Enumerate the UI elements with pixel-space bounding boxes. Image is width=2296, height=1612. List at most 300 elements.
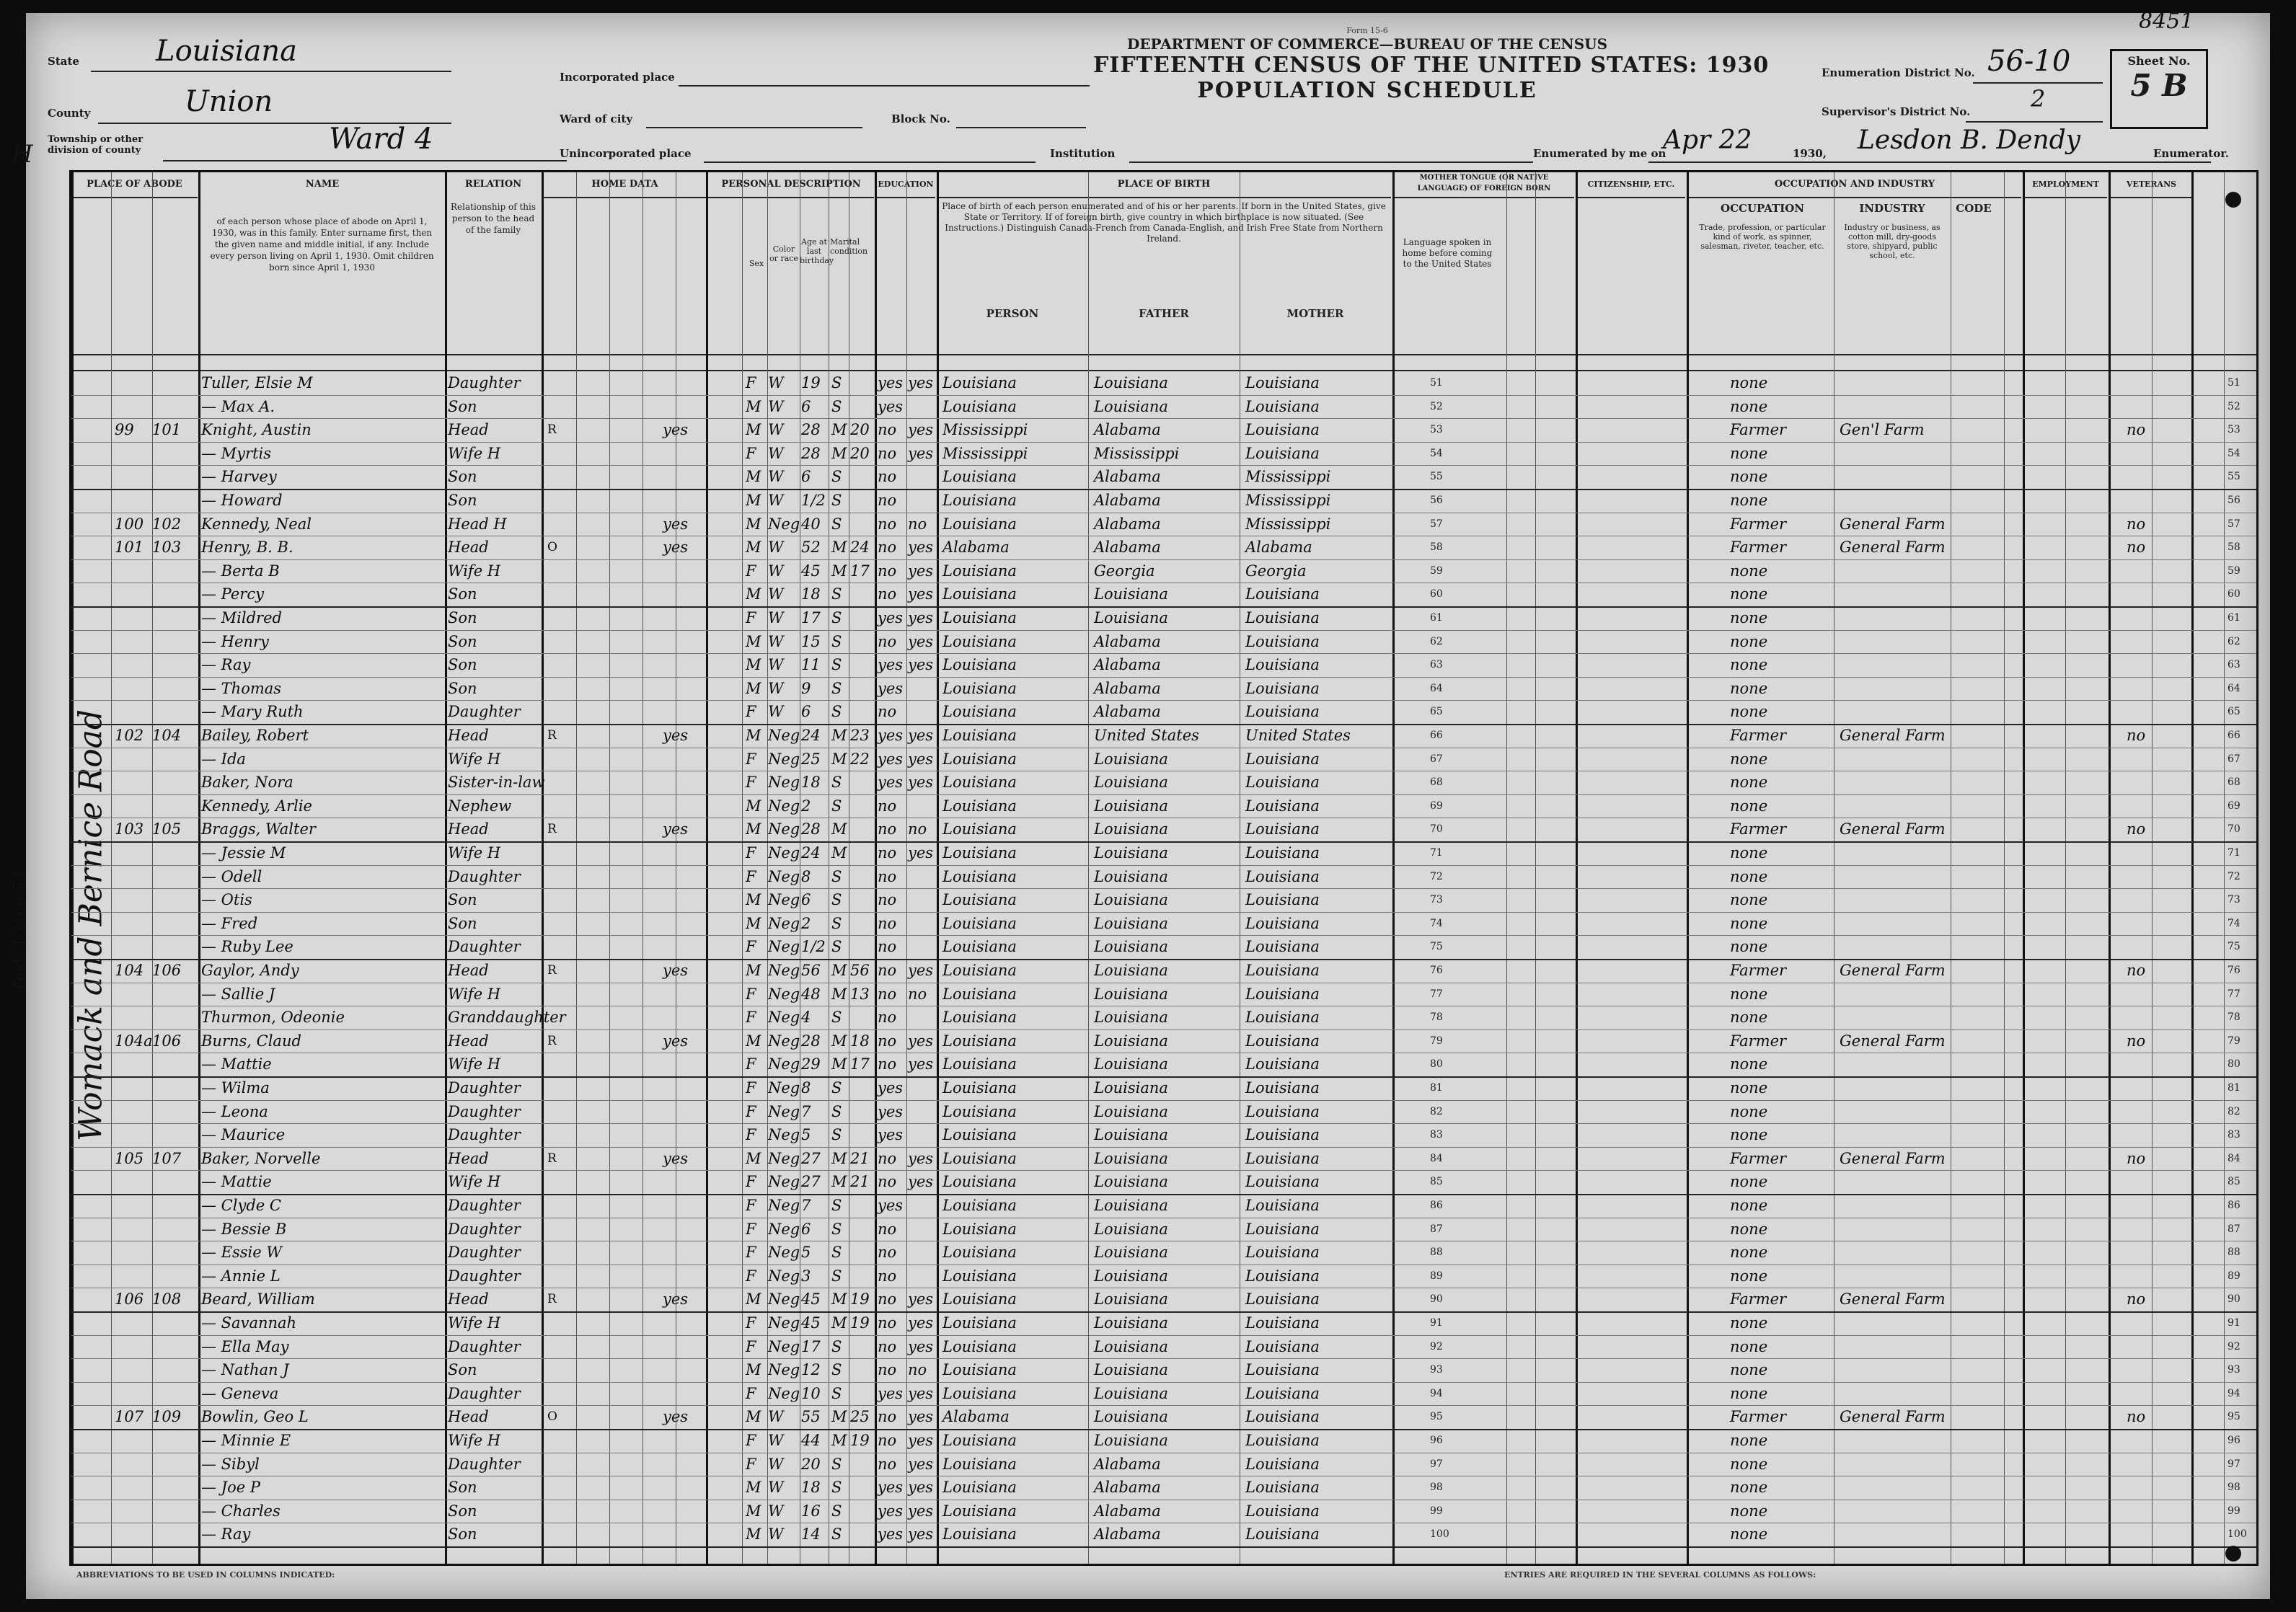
birthplace-mother: Louisiana xyxy=(1245,1361,1320,1379)
person-name: Thurmon, Odeonie xyxy=(201,1009,345,1027)
race: Neg xyxy=(768,797,800,815)
relation: Wife H xyxy=(448,1432,501,1449)
industry: General Farm xyxy=(1840,1290,1946,1308)
sex: F xyxy=(746,1455,756,1473)
war-veteran: no xyxy=(2127,1408,2146,1426)
birthplace-mother: Louisiana xyxy=(1245,1197,1320,1214)
birthplace-father: Louisiana xyxy=(1094,1384,1168,1402)
sex: F xyxy=(746,1055,756,1073)
birthplace-mother: United States xyxy=(1245,727,1351,744)
person-name: Gaylor, Andy xyxy=(201,962,299,979)
sex: F xyxy=(746,1314,756,1332)
race: Neg xyxy=(768,1055,800,1073)
industry-column-header: INDUSTRY xyxy=(1859,202,1925,215)
person-name: Burns, Claud xyxy=(201,1032,301,1050)
relation: Daughter xyxy=(448,867,521,885)
occupation: none xyxy=(1730,444,1768,462)
birthplace-mother: Louisiana xyxy=(1245,750,1320,768)
enumerated-date: Apr 22 xyxy=(1663,125,1752,155)
birthplace-mother: Louisiana xyxy=(1245,1102,1320,1120)
person-name: Kennedy, Neal xyxy=(201,515,312,533)
table-row xyxy=(71,1147,2256,1172)
age-at-marriage: 21 xyxy=(850,1149,870,1167)
birthplace-mother: Louisiana xyxy=(1245,774,1320,792)
industry: General Farm xyxy=(1840,1408,1946,1426)
dwelling-number: 101 xyxy=(115,539,144,557)
relation: Daughter xyxy=(448,1197,521,1214)
corner-number: 8451 xyxy=(2139,9,2194,34)
population-table xyxy=(69,170,2259,1566)
birthplace-mother: Louisiana xyxy=(1245,797,1320,815)
birthplace-mother: Louisiana xyxy=(1245,1384,1320,1402)
relation: Wife H xyxy=(448,1314,501,1332)
birthplace-father: Alabama xyxy=(1094,679,1161,697)
line-number: 68 xyxy=(1430,776,1443,789)
marital-status: M xyxy=(831,820,847,838)
line-number: 66 xyxy=(2227,730,2240,741)
race: Neg xyxy=(768,515,800,533)
relation: Son xyxy=(448,679,477,697)
occupation: Farmer xyxy=(1730,515,1787,533)
age-at-marriage: 18 xyxy=(850,1032,870,1050)
birthplace-father: Louisiana xyxy=(1094,609,1168,626)
occupation: none xyxy=(1730,374,1768,391)
war-veteran: no xyxy=(2127,421,2146,439)
age: 27 xyxy=(801,1173,821,1191)
age: 14 xyxy=(801,1525,821,1544)
occupation: none xyxy=(1730,1337,1768,1355)
able-to-read: yes xyxy=(908,727,934,744)
birthplace-person: Mississippi xyxy=(942,444,1028,462)
birthplace-person: Louisiana xyxy=(942,468,1017,486)
birthplace-mother: Louisiana xyxy=(1245,1290,1320,1308)
relation: Son xyxy=(448,609,477,626)
race: W xyxy=(768,656,784,674)
birthplace-father: Louisiana xyxy=(1094,1197,1168,1214)
attended-school: no xyxy=(878,585,897,603)
attended-school: yes xyxy=(878,750,904,768)
age: 20 xyxy=(801,1455,821,1473)
age-at-marriage: 19 xyxy=(850,1290,870,1308)
line-number: 80 xyxy=(2227,1058,2240,1071)
age: 8 xyxy=(801,1079,811,1097)
line-number: 92 xyxy=(2227,1340,2240,1352)
institution-label: Institution xyxy=(1050,147,1116,160)
relation: Son xyxy=(448,1361,477,1379)
able-to-read: yes xyxy=(908,374,934,391)
birthplace-father: United States xyxy=(1094,727,1199,744)
relation: Son xyxy=(448,1479,477,1497)
birthplace-person: Louisiana xyxy=(942,1149,1017,1167)
margin-side-note: Dist. 1 Line 53 xyxy=(11,871,30,990)
race: Neg xyxy=(768,891,800,909)
sex: F xyxy=(746,1267,756,1285)
sex: M xyxy=(746,962,761,979)
sex: M xyxy=(746,820,761,838)
sheet-label: Sheet No. xyxy=(2127,54,2191,68)
age: 5 xyxy=(801,1126,811,1144)
able-to-read: yes xyxy=(908,774,934,792)
marital-status: S xyxy=(831,797,842,815)
line-number: 90 xyxy=(1430,1293,1443,1306)
able-to-read: yes xyxy=(908,656,934,674)
person-name: Tuller, Elsie M xyxy=(201,374,313,391)
marital-status: M xyxy=(831,1290,847,1308)
enumerator-name: Lesdon B. Dendy xyxy=(1858,125,2081,155)
relation: Daughter xyxy=(448,1455,521,1473)
family-number: 104 xyxy=(152,727,182,744)
line-number: 56 xyxy=(1430,495,1443,506)
birthplace-person: Louisiana xyxy=(942,1361,1017,1379)
person-name: — Wilma xyxy=(201,1079,270,1097)
relation: Head xyxy=(448,1149,489,1167)
marital-status: M xyxy=(831,1314,847,1332)
attended-school: no xyxy=(878,1337,897,1355)
occupation: Farmer xyxy=(1730,1032,1787,1050)
birthplace-mother: Louisiana xyxy=(1245,703,1320,721)
birthplace-father: Louisiana xyxy=(1094,374,1168,391)
line-number: 53 xyxy=(2227,424,2240,436)
able-to-read: yes xyxy=(908,1290,934,1308)
able-to-read: yes xyxy=(908,1525,934,1544)
line-number: 84 xyxy=(1430,1152,1443,1164)
marital-status: M xyxy=(831,1149,847,1167)
line-number: 78 xyxy=(2227,1011,2240,1024)
sex: M xyxy=(746,679,761,697)
birthplace-mother: Louisiana xyxy=(1245,1337,1320,1355)
sex: M xyxy=(746,492,761,509)
line-number: 81 xyxy=(1430,1082,1443,1094)
group-veterans: VETERANS xyxy=(2110,172,2193,198)
birthplace-father: Louisiana xyxy=(1094,962,1168,979)
birthplace-mother: Louisiana xyxy=(1245,1220,1320,1238)
birthplace-father: Louisiana xyxy=(1094,1220,1168,1238)
attended-school: no xyxy=(878,632,897,650)
birthplace-father: Louisiana xyxy=(1094,985,1168,1003)
able-to-read: yes xyxy=(908,421,934,439)
occupation: none xyxy=(1730,1314,1768,1332)
occupation: none xyxy=(1730,585,1768,603)
age: 15 xyxy=(801,632,821,650)
birthplace-person: Louisiana xyxy=(942,797,1017,815)
marital-status: S xyxy=(831,374,842,391)
able-to-read: yes xyxy=(908,1408,934,1426)
home-tenure: R xyxy=(547,1151,557,1166)
able-to-read: yes xyxy=(908,1479,934,1497)
birthplace-father: Alabama xyxy=(1094,1455,1161,1473)
line-number: 56 xyxy=(2227,495,2240,506)
able-to-read: yes xyxy=(908,844,934,862)
age: 18 xyxy=(801,585,821,603)
marital-status: S xyxy=(831,1479,842,1497)
marital-status: S xyxy=(831,1220,842,1238)
line-number: 70 xyxy=(2227,823,2240,836)
line-number: 71 xyxy=(1430,847,1443,859)
marital-status: M xyxy=(831,962,847,979)
birthplace-mother: Louisiana xyxy=(1245,1244,1320,1262)
relation: Son xyxy=(448,397,477,415)
enumerated-label: Enumerated by me on xyxy=(1533,147,1666,160)
marital-status: M xyxy=(831,421,847,439)
township-value: Ward 4 xyxy=(329,123,433,156)
line-number: 67 xyxy=(1430,753,1443,765)
age: 24 xyxy=(801,727,821,744)
marital-status: S xyxy=(831,1102,842,1120)
table-row xyxy=(71,794,2256,819)
supervisor-label: Supervisor's District No. xyxy=(1822,105,1971,118)
race: Neg xyxy=(768,1032,800,1050)
sex: M xyxy=(746,891,761,909)
marital-status: S xyxy=(831,515,842,533)
relation: Wife H xyxy=(448,1173,501,1191)
birthplace-father: Louisiana xyxy=(1094,1079,1168,1097)
able-to-read: no xyxy=(908,1361,927,1379)
birthplace-father: Alabama xyxy=(1094,656,1161,674)
attended-school: yes xyxy=(878,1126,904,1144)
group-place-of-abode: PLACE OF ABODE xyxy=(71,172,198,198)
person-name: — Charles xyxy=(201,1502,281,1520)
birthplace-mother: Louisiana xyxy=(1245,444,1320,462)
family-number: 101 xyxy=(152,421,182,439)
attended-school: yes xyxy=(878,774,904,792)
radio-set: yes xyxy=(663,1408,689,1426)
sex: M xyxy=(746,515,761,533)
birthplace-person: Louisiana xyxy=(942,727,1017,744)
birthplace-mother: Louisiana xyxy=(1245,1267,1320,1285)
marital-status: S xyxy=(831,679,842,697)
person-name: — Leona xyxy=(201,1102,268,1120)
birthplace-father: Louisiana xyxy=(1094,585,1168,603)
family-number: 106 xyxy=(152,1032,182,1050)
table-row xyxy=(71,912,2256,936)
home-tenure: O xyxy=(547,1409,557,1425)
line-number: 74 xyxy=(1430,917,1443,929)
birthplace-father: Alabama xyxy=(1094,515,1161,533)
marital-status: S xyxy=(831,656,842,674)
person-name: — Jessie M xyxy=(201,844,286,862)
race: W xyxy=(768,1432,784,1449)
birthplace-father: Louisiana xyxy=(1094,1032,1168,1050)
birthplace-father: Louisiana xyxy=(1094,797,1168,815)
color-column-header: Color or race xyxy=(769,244,798,263)
birthplace-mother: Louisiana xyxy=(1245,1173,1320,1191)
marital-status: S xyxy=(831,1384,842,1402)
race: Neg xyxy=(768,867,800,885)
relation: Son xyxy=(448,656,477,674)
birthplace-father: Alabama xyxy=(1094,703,1161,721)
line-number: 98 xyxy=(1430,1482,1443,1494)
sex: M xyxy=(746,727,761,744)
line-number: 59 xyxy=(1430,564,1443,577)
person-name: Braggs, Walter xyxy=(201,820,316,838)
sex: F xyxy=(746,1244,756,1262)
birthplace-mother: Louisiana xyxy=(1245,397,1320,415)
able-to-read: yes xyxy=(908,632,934,650)
binding-hole-top xyxy=(2225,192,2241,208)
occupation-column-description: Trade, profession, or particular kind of work, as spinner, salesman, riveter, teacher, etc. xyxy=(1699,223,1826,251)
person-name: — Sallie J xyxy=(201,985,275,1003)
race: W xyxy=(768,562,784,580)
occupation: Farmer xyxy=(1730,727,1787,744)
attended-school: no xyxy=(878,985,897,1003)
birthplace-mother: Louisiana xyxy=(1245,1525,1320,1544)
relation: Daughter xyxy=(448,1267,521,1285)
birthplace-mother: Louisiana xyxy=(1245,914,1320,932)
race: W xyxy=(768,492,784,509)
person-name: — Ray xyxy=(201,656,251,674)
birthplace-father: Louisiana xyxy=(1094,1314,1168,1332)
line-number: 94 xyxy=(2227,1387,2240,1399)
age-at-marriage: 13 xyxy=(850,985,870,1003)
race: Neg xyxy=(768,985,800,1003)
line-number: 70 xyxy=(1430,823,1443,836)
relation: Wife H xyxy=(448,444,501,462)
sex: M xyxy=(746,1361,761,1379)
birthplace-mother: Louisiana xyxy=(1245,1055,1320,1073)
sex: F xyxy=(746,1197,756,1214)
race: Neg xyxy=(768,1197,800,1214)
able-to-read: yes xyxy=(908,1455,934,1473)
marital-status: S xyxy=(831,632,842,650)
birthplace-father: Louisiana xyxy=(1094,867,1168,885)
marital-status: M xyxy=(831,1173,847,1191)
war-veteran: no xyxy=(2127,1032,2146,1050)
line-number: 69 xyxy=(1430,800,1443,812)
family-number: 105 xyxy=(152,820,182,838)
occupation: none xyxy=(1730,891,1768,909)
marital-column-header: Marital condition xyxy=(830,237,868,256)
line-number: 75 xyxy=(2227,941,2240,953)
line-number: 85 xyxy=(2227,1176,2240,1188)
county-label: County xyxy=(48,107,91,120)
occupation: none xyxy=(1730,703,1768,721)
line-number: 99 xyxy=(1430,1505,1443,1517)
sex: F xyxy=(746,444,756,462)
person-name: — Annie L xyxy=(201,1267,281,1285)
marital-status: S xyxy=(831,1009,842,1027)
table-row xyxy=(71,724,2256,748)
race: W xyxy=(768,468,784,486)
line-number: 83 xyxy=(1430,1129,1443,1141)
birthplace-person: Louisiana xyxy=(942,820,1017,838)
table-row xyxy=(71,677,2256,701)
birthplace-person: Louisiana xyxy=(942,492,1017,509)
line-number: 51 xyxy=(1430,377,1443,389)
age: 56 xyxy=(801,962,821,979)
relation: Daughter xyxy=(448,1337,521,1355)
line-number: 89 xyxy=(2227,1270,2240,1282)
home-tenure: R xyxy=(547,1033,557,1048)
age: 25 xyxy=(801,750,821,768)
abbreviations-note: ABBREVIATIONS TO BE USED IN COLUMNS INDICATED: xyxy=(76,1570,335,1580)
sheet-footer xyxy=(69,1567,2254,1596)
table-row xyxy=(71,983,2256,1007)
age-at-marriage: 23 xyxy=(850,727,870,744)
sex: F xyxy=(746,609,756,626)
able-to-read: yes xyxy=(908,539,934,557)
occupation: Farmer xyxy=(1730,421,1787,439)
incorporated-label: Incorporated place xyxy=(560,71,675,84)
relation: Head xyxy=(448,962,489,979)
table-row xyxy=(71,1405,2256,1430)
able-to-read: yes xyxy=(908,585,934,603)
line-number: 93 xyxy=(1430,1364,1443,1376)
able-to-read: yes xyxy=(908,1055,934,1073)
birthplace-person: Louisiana xyxy=(942,985,1017,1003)
occupation: Farmer xyxy=(1730,820,1787,838)
line-number: 84 xyxy=(2227,1152,2240,1164)
birthplace-mother: Louisiana xyxy=(1245,1502,1320,1520)
marital-status: M xyxy=(831,562,847,580)
age-at-marriage: 56 xyxy=(850,962,870,979)
attended-school: no xyxy=(878,1009,897,1027)
table-row xyxy=(71,1429,2256,1453)
person-name: — Thomas xyxy=(201,679,282,697)
marital-status: S xyxy=(831,774,842,792)
age: 10 xyxy=(801,1384,821,1402)
dwelling-number: 103 xyxy=(115,820,144,838)
sex: F xyxy=(746,938,756,956)
marital-status: S xyxy=(831,1337,842,1355)
birthplace-person: Louisiana xyxy=(942,1455,1017,1473)
sex: F xyxy=(746,1126,756,1144)
table-row xyxy=(71,606,2256,631)
line-number: 61 xyxy=(1430,612,1443,624)
table-row xyxy=(71,489,2256,513)
age: 44 xyxy=(801,1432,821,1449)
line-number: 92 xyxy=(1430,1340,1443,1352)
race: Neg xyxy=(768,727,800,744)
race: Neg xyxy=(768,750,800,768)
attended-school: no xyxy=(878,797,897,815)
able-to-read: yes xyxy=(908,609,934,626)
birthplace-father: Louisiana xyxy=(1094,1337,1168,1355)
birthplace-mother: Louisiana xyxy=(1245,1079,1320,1097)
race: Neg xyxy=(768,938,800,956)
birthplace-mother: Mississippi xyxy=(1245,515,1331,533)
industry: General Farm xyxy=(1840,515,1946,533)
unincorporated-label: Unincorporated place xyxy=(560,147,692,160)
birthplace-mother: Louisiana xyxy=(1245,585,1320,603)
person-name: — Mattie xyxy=(201,1055,272,1073)
age: 55 xyxy=(801,1408,821,1426)
attended-school: no xyxy=(878,1055,897,1073)
line-number: 82 xyxy=(1430,1105,1443,1117)
birthplace-person: Louisiana xyxy=(942,1197,1017,1214)
radio-set: yes xyxy=(663,1032,689,1050)
table-row xyxy=(71,536,2256,560)
age-at-marriage: 19 xyxy=(850,1432,870,1449)
attended-school: no xyxy=(878,539,897,557)
line-number: 64 xyxy=(1430,682,1443,694)
attended-school: no xyxy=(878,703,897,721)
race: W xyxy=(768,609,784,626)
table-row xyxy=(71,559,2256,584)
sex: M xyxy=(746,914,761,932)
relation: Son xyxy=(448,492,477,509)
sex: F xyxy=(746,985,756,1003)
birthplace-person: Louisiana xyxy=(942,938,1017,956)
table-row xyxy=(71,771,2256,795)
line-number: 88 xyxy=(1430,1246,1443,1259)
birthplace-person: Alabama xyxy=(942,1408,1010,1426)
sex: M xyxy=(746,539,761,557)
person-name: Bowlin, Geo L xyxy=(201,1408,309,1426)
occupation: Farmer xyxy=(1730,1408,1787,1426)
occupation: none xyxy=(1730,1432,1768,1449)
able-to-read: yes xyxy=(908,1384,934,1402)
family-number: 106 xyxy=(152,962,182,979)
